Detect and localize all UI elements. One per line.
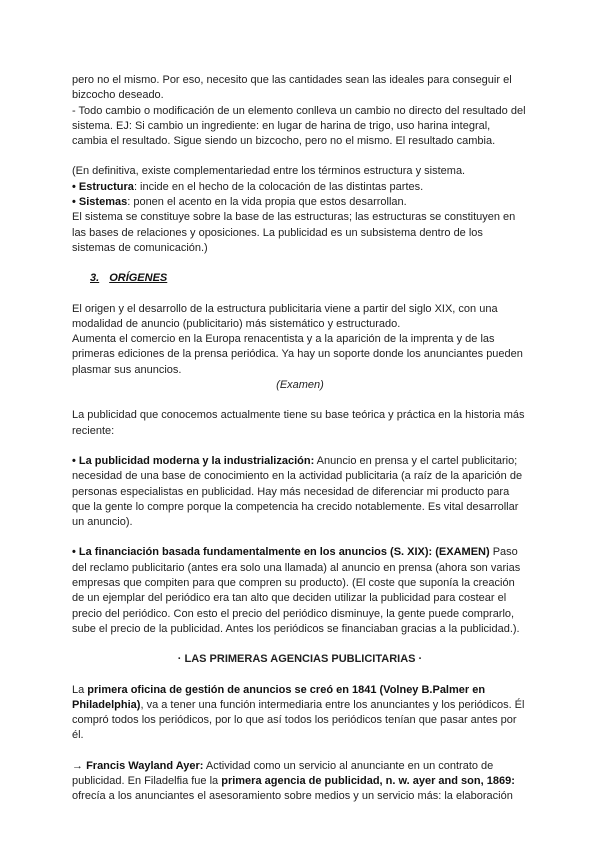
text-column (72, 73, 528, 805)
bullet-publicidad-moderna (72, 454, 528, 530)
section-title: ORÍGENES (109, 272, 168, 285)
bullet-text: : ponen el acento en la vida propia que estos desarrollan. (127, 196, 407, 209)
text-run: , va a tener una función intermediaria entre los anunciantes y los periódicos. Él compró todos los periódicos, por lo que así todos los periódicos tenían que pasar antes por él. (72, 698, 525, 742)
bullet-sistemas (72, 195, 528, 210)
paragraph: (En definitiva, existe complementariedad entre los términos estructura y sistema. (72, 165, 466, 178)
paragraph: - Todo cambio o modificación de un elemento conlleva un cambio no directo del resultado del sistema. EJ: Si cambio un ingrediente: en lugar de harina de trigo, uso harina integral, cambia el resultado. Sigue siendo un bizcocho, pero no el mismo. El resultado cambia. (72, 104, 526, 148)
paragraph: El sistema se constituye sobre la base de las estructuras; las estructuras se constituyen en las bases de relaciones y oposiciones. La publicidad es un subsistema dentro de los sistemas de comunicación.) (72, 211, 516, 254)
bullet-financiacion (72, 545, 528, 637)
bullet-term: • La publicidad moderna y la industrialización: (72, 454, 315, 467)
text-run: La (72, 683, 88, 696)
bullet-estructura (72, 180, 528, 195)
paragraph: El origen y el desarrollo de la estructura publicitaria viene a partir del siglo XIX, con una modalidad de anuncio (publicitario) más sistemático y estructurado. (72, 302, 498, 330)
arrow-glyph: → (72, 759, 87, 772)
bold-run: primera agencia de publicidad, n. w. ayer and son, 1869: (221, 774, 515, 787)
paragraph: Aumenta el comercio en la Europa renacentista y a la aparición de la imprenta y de las primeras ediciones de la prensa periódica. Ya hay un soporte donde los anunciantes pueden plasmar sus anuncios. (72, 333, 523, 376)
exam-note: (Examen) (276, 379, 324, 392)
bold-run: primera oficina de gestión de anuncios se creó en 1841 (Volney B.Palmer en Philadelphia) (72, 683, 486, 711)
bullet-term: • Estructura (72, 180, 134, 193)
bullet-text: Paso del reclamo publicitario (antes era solo una llamada) al anuncio en prensa (ahora son varias empresas que compiten para que compren su producto). (El coste que suponía la creación de un ejemplar del periódico era tan alto que deciden utilizar la publicidad para costear el precio del periódico. Con esto el precio del periódico disminuye, la gente puede comprarlo, sube el precio de la publicidad. Antes los periódicos se financiaban gracias a la publicidad.). (72, 546, 521, 635)
bullet-term: • La financiación basada fundamentalmente en los anuncios (S. XIX): (EXAMEN) (72, 546, 490, 559)
section-heading (90, 271, 528, 286)
bold-run: Francis Wayland Ayer: (86, 759, 204, 772)
paragraph-ayer (72, 759, 528, 805)
paragraph: La publicidad que conocemos actualmente tiene su base teórica y práctica en la historia más reciente: (72, 409, 525, 437)
text-run: ofrecía a los anunciantes el asesoramiento sobre medios y un servicio más: la elaboración (72, 790, 513, 803)
bullet-term: • Sistemas (72, 196, 128, 209)
paragraph-palmer (72, 683, 528, 744)
bullet-text: : incide en el hecho de la colocación de las distintas partes. (133, 180, 424, 193)
paragraph: pero no el mismo. Por eso, necesito que las cantidades sean las ideales para conseguir el bizcocho deseado. (72, 74, 512, 102)
text-run: Actividad como un servicio al anunciante en un contrato de publicidad. En Filadelfia fue la (72, 759, 494, 787)
section-number: 3. (90, 272, 100, 285)
subheading: · LAS PRIMERAS AGENCIAS PUBLICITARIAS · (177, 653, 423, 666)
bullet-text: Anuncio en prensa y el cartel publicitario; necesidad de una base de conocimiento en la actividad publicitaria (a raíz de la aparición de personas especialistas en publicidad. Hay más necesidad de diferenciar mi producto para que la gente lo compre porque la competencia ha crecido notablemente. Es vital desarrollar un anuncio). (72, 454, 523, 529)
